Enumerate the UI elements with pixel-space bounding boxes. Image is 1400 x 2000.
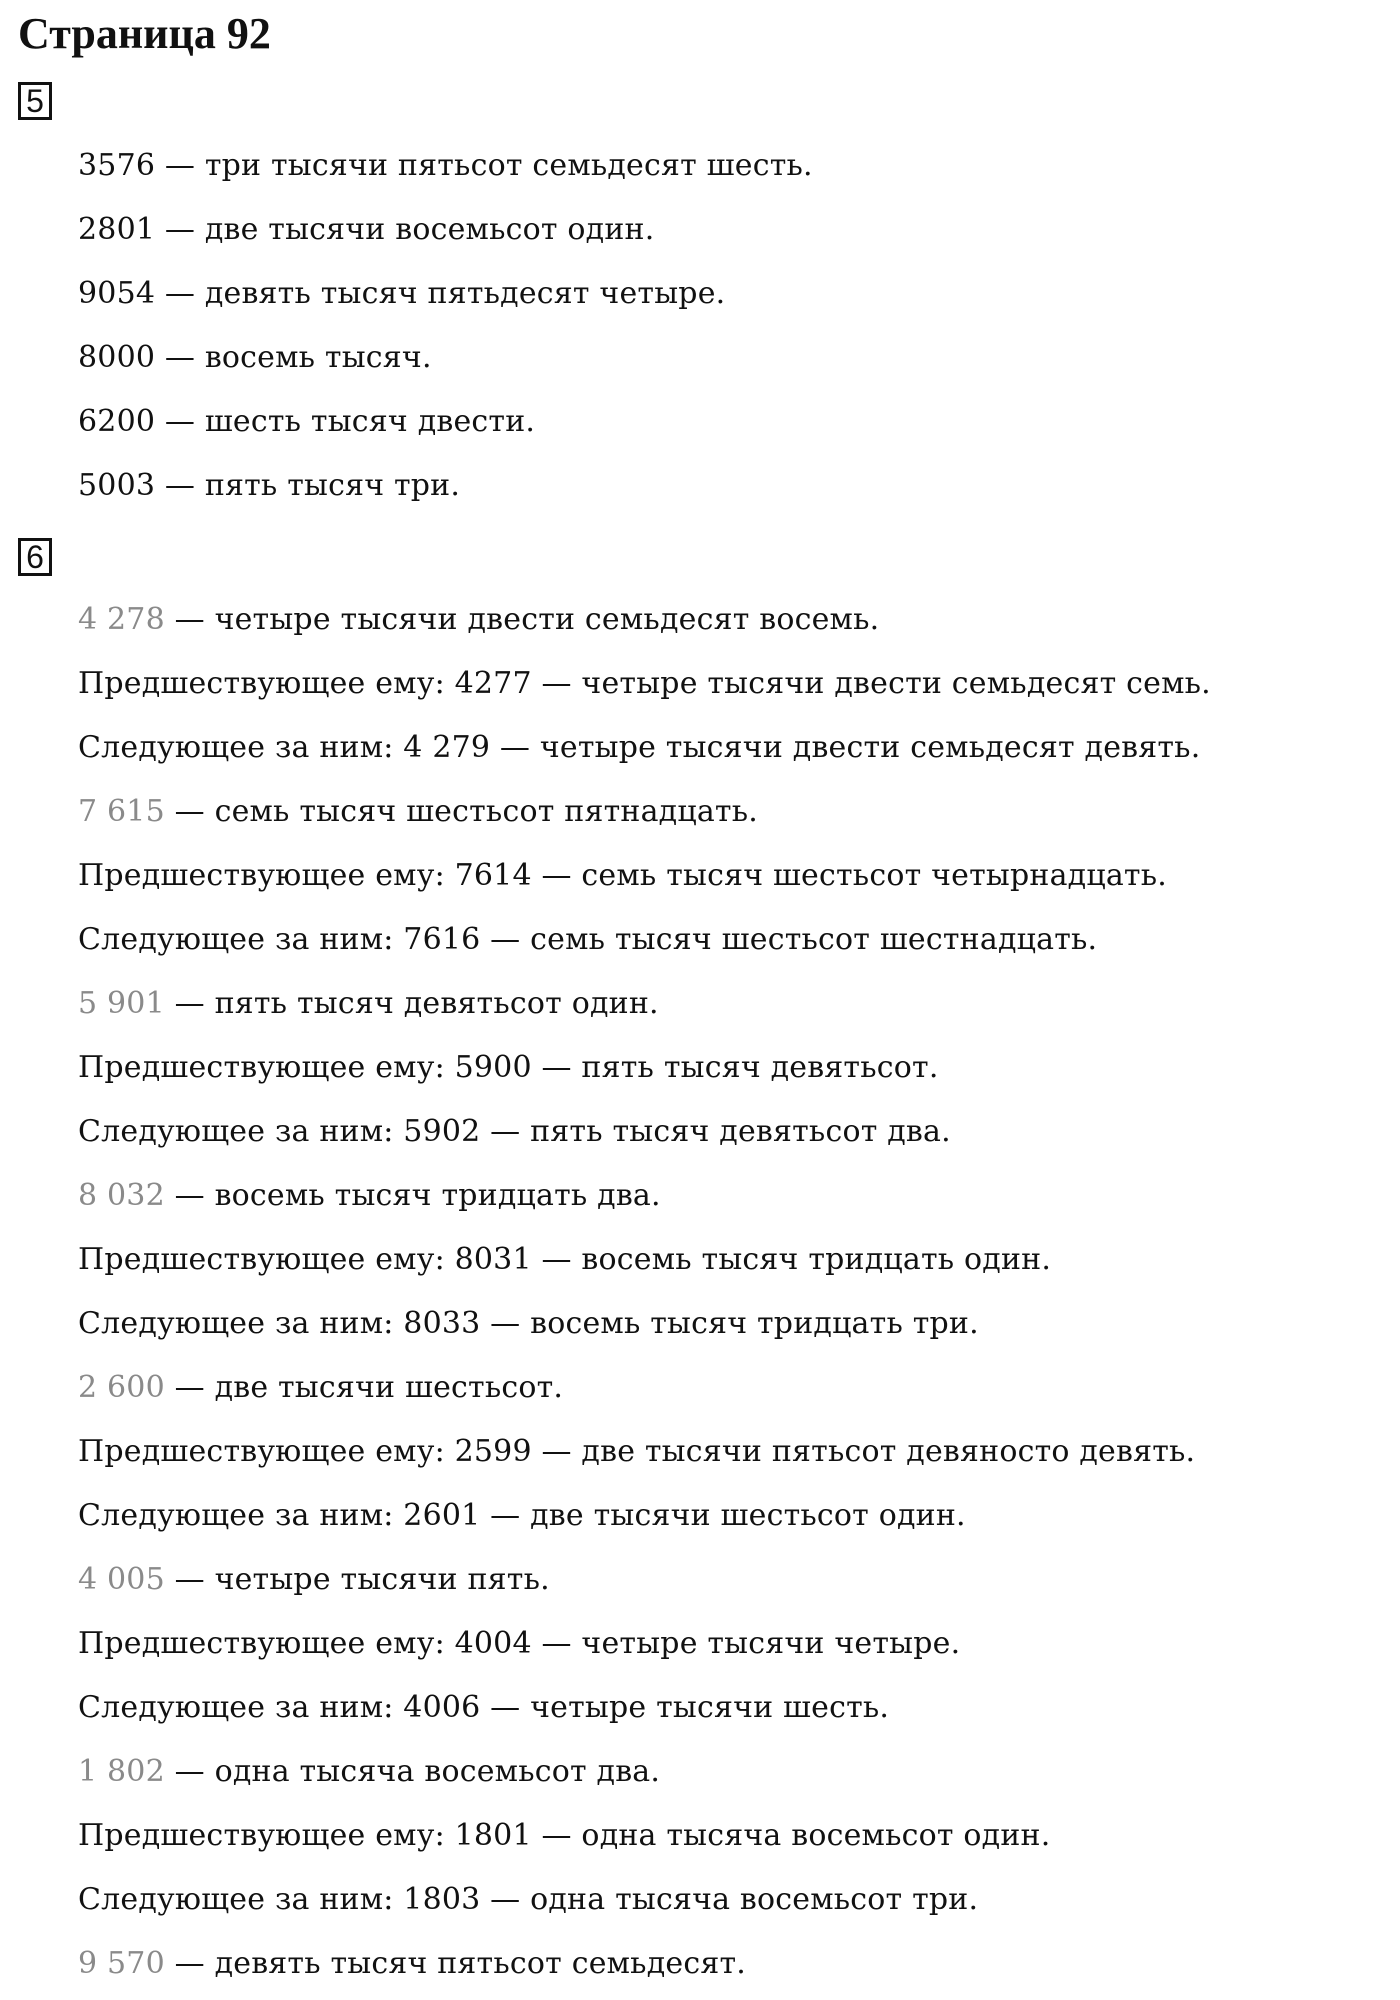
task-5-line: 6200 — шесть тысяч двести. (78, 404, 536, 439)
predecessor-line: Предшествующее ему: 7614 — семь тысяч шестьсот четырнадцать. (78, 858, 1167, 893)
task-6-number-line (78, 600, 879, 640)
number-words: — восемь тысяч тридцать два. (164, 1178, 661, 1213)
given-number: 4 005 (78, 1562, 165, 1597)
successor-line: Следующее за ним: 4006 — четыре тысячи шесть. (78, 1690, 890, 1725)
task-6-number-line (78, 792, 758, 832)
task-6-number-line (78, 1368, 563, 1408)
task-6-number-line (78, 984, 659, 1024)
number-words: — четыре тысячи двести семьдесят восемь. (164, 602, 880, 637)
task-number-5: 5 (18, 82, 52, 120)
task-5-line: 8000 — восемь тысяч. (78, 340, 432, 375)
given-number: 2 600 (78, 1370, 165, 1405)
page-title: Страница 92 (18, 9, 271, 58)
predecessor-line: Предшествующее ему: 4277 — четыре тысячи двести семьдесят семь. (78, 666, 1211, 701)
task-6-number-line (78, 1752, 660, 1792)
number-words: — две тысячи шестьсот. (164, 1370, 564, 1405)
task-5-line: 2801 — две тысячи восемьсот один. (78, 212, 655, 247)
given-number: 4 278 (78, 602, 165, 637)
task-5-line: 5003 — пять тысяч три. (78, 468, 461, 503)
given-number: 8 032 (78, 1178, 165, 1213)
task-5-line: 3576 — три тысячи пятьсот семьдесят шесть. (78, 148, 813, 183)
number-words: — девять тысяч пятьсот семьдесят. (164, 1946, 746, 1981)
successor-line: Следующее за ним: 7616 — семь тысяч шестьсот шестнадцать. (78, 922, 1098, 957)
number-words: — одна тысяча восемьсот два. (164, 1754, 661, 1789)
given-number: 1 802 (78, 1754, 165, 1789)
predecessor-line: Предшествующее ему: 1801 — одна тысяча восемьсот один. (78, 1818, 1051, 1853)
successor-line: Следующее за ним: 2601 — две тысячи шестьсот один. (78, 1498, 966, 1533)
successor-line: Следующее за ним: 8033 — восемь тысяч тридцать три. (78, 1306, 979, 1341)
given-number: 5 901 (78, 986, 165, 1021)
task-5-line: 9054 — девять тысяч пятьдесят четыре. (78, 276, 726, 311)
predecessor-line: Предшествующее ему: 5900 — пять тысяч девятьсот. (78, 1050, 939, 1085)
predecessor-line: Предшествующее ему: 8031 — восемь тысяч тридцать один. (78, 1242, 1052, 1277)
given-number: 9 570 (78, 1946, 165, 1981)
task-6-number-line (78, 1560, 550, 1600)
number-words: — семь тысяч шестьсот пятнадцать. (164, 794, 758, 829)
predecessor-line: Предшествующее ему: 2599 — две тысячи пятьсот девяносто девять. (78, 1434, 1196, 1469)
successor-line: Следующее за ним: 5902 — пять тысяч девятьсот два. (78, 1114, 951, 1149)
task-6-number-line (78, 1944, 746, 1984)
number-words: — пять тысяч девятьсот один. (164, 986, 659, 1021)
predecessor-line: Предшествующее ему: 4004 — четыре тысячи четыре. (78, 1626, 961, 1661)
task-number-6: 6 (18, 538, 52, 576)
given-number: 7 615 (78, 794, 165, 829)
number-words: — четыре тысячи пять. (164, 1562, 550, 1597)
task-6-number-line (78, 1176, 661, 1216)
successor-line: Следующее за ним: 4 279 — четыре тысячи двести семьдесят девять. (78, 730, 1201, 765)
successor-line: Следующее за ним: 1803 — одна тысяча восемьсот три. (78, 1882, 979, 1917)
